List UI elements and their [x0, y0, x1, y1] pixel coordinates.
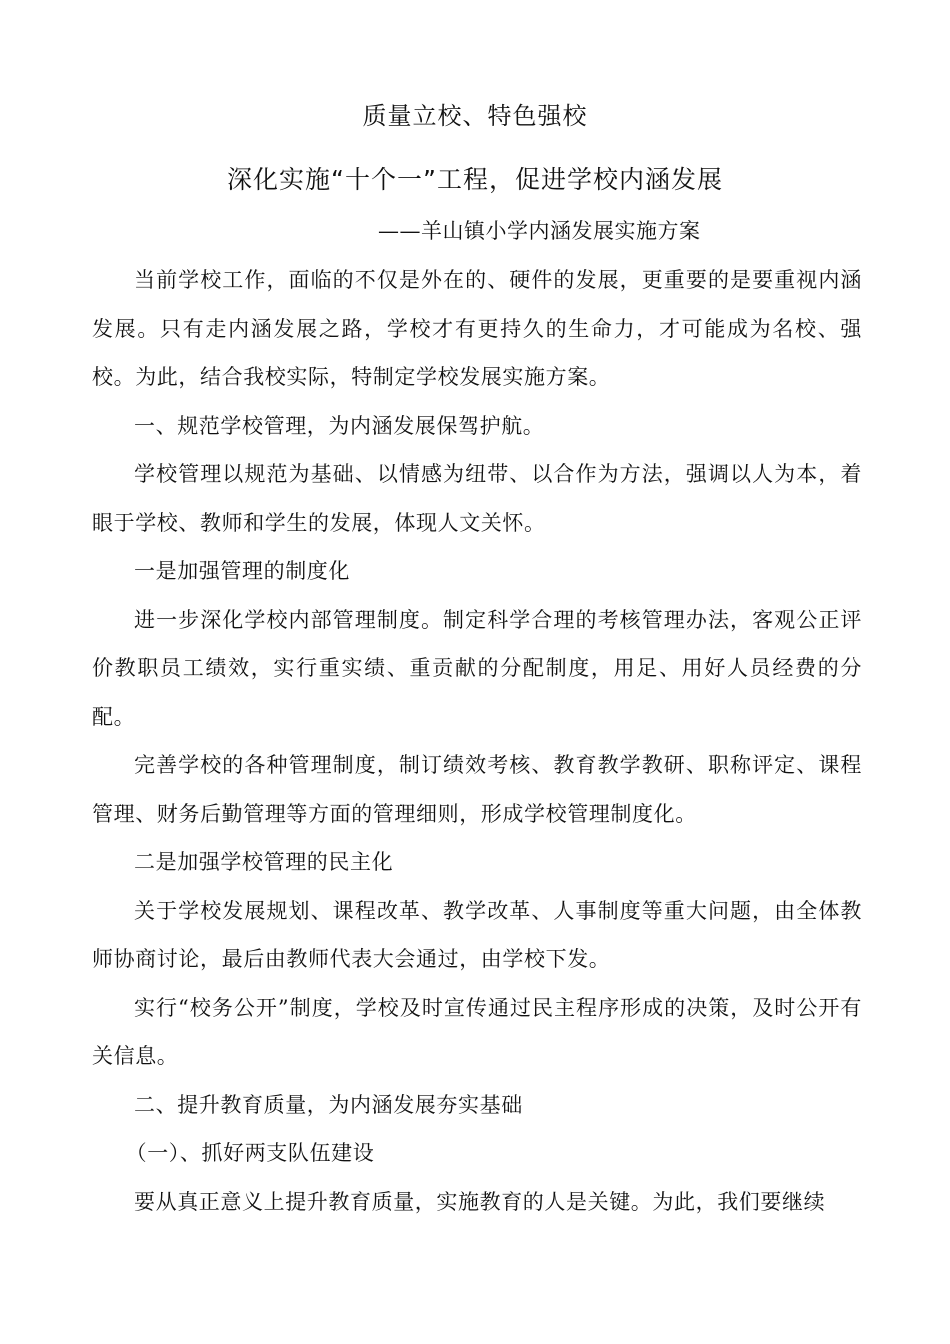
- document-main-heading: 深化实施“十个一”工程，促进学校内涵发展: [227, 165, 723, 194]
- section-heading: 二、提升教育质量，为内涵发展夯实基础: [134, 1092, 523, 1117]
- subsection-heading: 一是加强管理的制度化: [134, 559, 350, 583]
- document-subtitle: ——羊山镇小学内涵发展实施方案: [378, 219, 701, 243]
- section-heading: 一、规范学校管理，为内涵发展保驾护航。: [134, 413, 545, 438]
- paragraph: 当前学校工作，面临的不仅是外在的、硬件的发展，更重要的是要重视内涵发展。只有走内涵发展之路，学校才有更持久的生命力，才可能成为名校、强校。为此，结合我校实际，特制定学校发展实施方案。: [92, 268, 862, 389]
- document-body: [92, 256, 862, 1226]
- paragraph: 实行“校务公开”制度，学校及时宣传通过民主程序形成的决策，及时公开有关信息。: [92, 995, 862, 1068]
- subsection-heading: （一）、抓好两支队伍建设: [125, 1141, 375, 1165]
- document-title: 质量立校、特色强校: [362, 102, 588, 130]
- paragraph: 学校管理以规范为基础、以情感为纽带、以合作为方法，强调以人为本，着眼于学校、教师和学生的发展，体现人文关怀。: [92, 462, 862, 535]
- paragraph: 完善学校的各种管理制度，制订绩效考核、教育教学教研、职称评定、课程管理、财务后勤管理等方面的管理细则，形成学校管理制度化。: [92, 753, 862, 826]
- paragraph: 关于学校发展规划、课程改革、教学改革、人事制度等重大问题，由全体教师协商讨论，最后由教师代表大会通过，由学校下发。: [92, 898, 862, 971]
- subsection-heading: 二是加强学校管理的民主化: [134, 850, 394, 874]
- paragraph: 要从真正意义上提升教育质量，实施教育的人是关键。为此，我们要继续: [134, 1189, 826, 1214]
- paragraph: 进一步深化学校内部管理制度。制定科学合理的考核管理办法，客观公正评价教职员工绩效，实行重实绩、重贡献的分配制度，用足、用好人员经费的分配。: [92, 607, 862, 729]
